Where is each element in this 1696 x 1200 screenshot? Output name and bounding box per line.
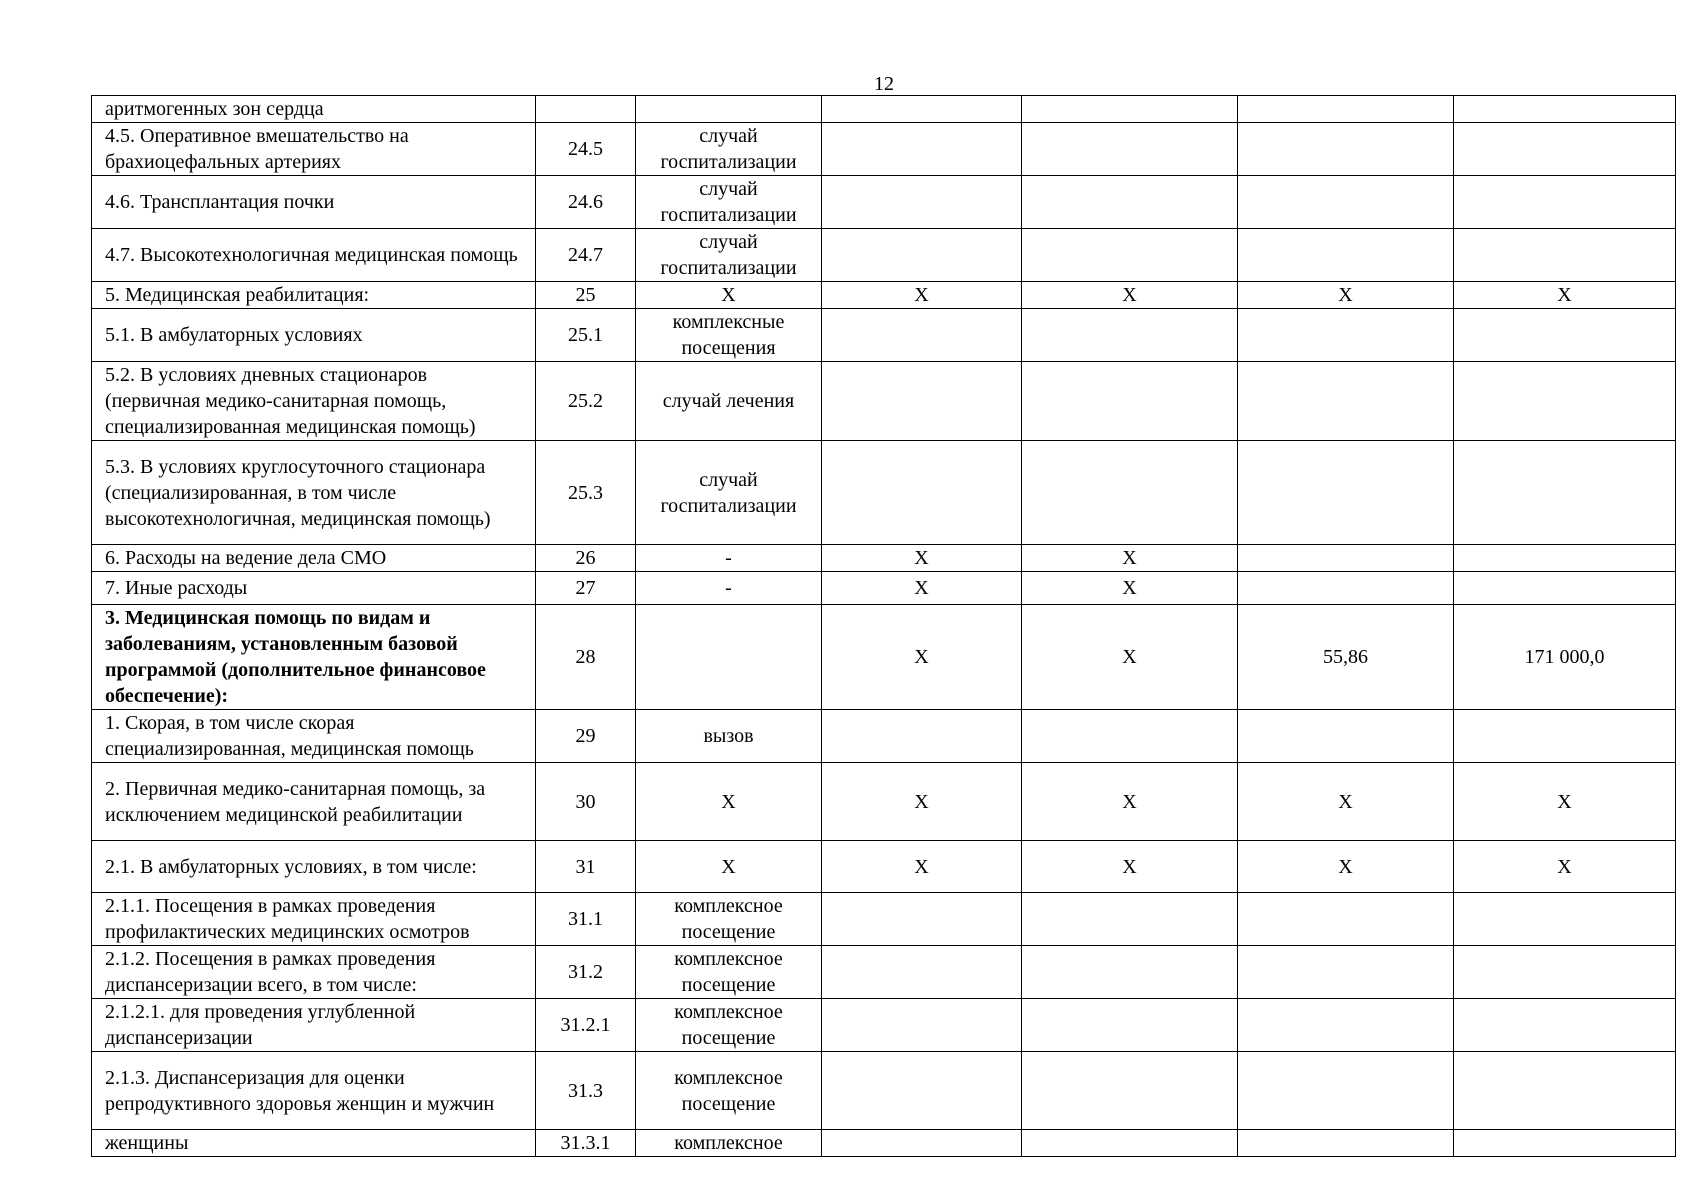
row-name-cell: 6. Расходы на ведение дела СМО bbox=[92, 545, 536, 572]
row-name-cell: 4.6. Трансплантация почки bbox=[92, 176, 536, 229]
row-value-cell-5: Х bbox=[1022, 605, 1238, 710]
row-unit-cell: случай госпитализации bbox=[636, 441, 822, 545]
page-number: 12 bbox=[874, 73, 894, 95]
row-name-cell: 2.1.2. Посещения в рамках проведения диспансеризации всего, в том числе: bbox=[92, 946, 536, 999]
row-name-cell: 2. Первичная медико-санитарная помощь, за исключением медицинской реабилитации bbox=[92, 763, 536, 841]
row-code-cell: 29 bbox=[536, 710, 636, 763]
row-value-cell-5 bbox=[1022, 710, 1238, 763]
row-unit-cell: комплексное bbox=[636, 1130, 822, 1157]
row-value-cell-4 bbox=[822, 1130, 1022, 1157]
row-value-cell-6 bbox=[1238, 441, 1454, 545]
row-value-cell-5 bbox=[1022, 176, 1238, 229]
row-name-cell: 2.1. В амбулаторных условиях, в том числе: bbox=[92, 841, 536, 893]
row-code-cell: 31.3 bbox=[536, 1052, 636, 1130]
row-code-cell: 24.7 bbox=[536, 229, 636, 282]
row-name-cell: 1. Скорая, в том числе скорая специализированная, медицинская помощь bbox=[92, 710, 536, 763]
row-value-cell-4: Х bbox=[822, 605, 1022, 710]
row-value-cell-7 bbox=[1454, 946, 1676, 999]
row-value-cell-7 bbox=[1454, 176, 1676, 229]
row-unit-cell: вызов bbox=[636, 710, 822, 763]
row-value-cell-6: 55,86 bbox=[1238, 605, 1454, 710]
row-code-cell: 27 bbox=[536, 572, 636, 605]
row-value-cell-5 bbox=[1022, 362, 1238, 441]
row-name-cell: 3. Медицинская помощь по видам и заболеваниям, установленным базовой программой (дополнительное финансовое обеспечение): bbox=[92, 605, 536, 710]
row-value-cell-7 bbox=[1454, 710, 1676, 763]
row-value-cell-7: Х bbox=[1454, 282, 1676, 309]
row-value-cell-7 bbox=[1454, 545, 1676, 572]
row-code-cell: 31 bbox=[536, 841, 636, 893]
table-row bbox=[92, 1052, 1676, 1130]
row-code-cell: 28 bbox=[536, 605, 636, 710]
row-value-cell-6 bbox=[1238, 309, 1454, 362]
row-value-cell-7 bbox=[1454, 893, 1676, 946]
table-row bbox=[92, 763, 1676, 841]
row-unit-cell: комплексное посещение bbox=[636, 999, 822, 1052]
row-value-cell-5 bbox=[1022, 96, 1238, 123]
row-value-cell-7 bbox=[1454, 441, 1676, 545]
row-value-cell-6 bbox=[1238, 710, 1454, 763]
row-code-cell: 25.2 bbox=[536, 362, 636, 441]
row-value-cell-4 bbox=[822, 999, 1022, 1052]
row-value-cell-6 bbox=[1238, 572, 1454, 605]
row-value-cell-5 bbox=[1022, 309, 1238, 362]
row-value-cell-4 bbox=[822, 362, 1022, 441]
row-name-cell: 5.2. В условиях дневных стационаров (первичная медико-санитарная помощь, специализированная медицинская помощь) bbox=[92, 362, 536, 441]
row-value-cell-4: Х bbox=[822, 282, 1022, 309]
row-value-cell-5: Х bbox=[1022, 763, 1238, 841]
row-code-cell: 31.3.1 bbox=[536, 1130, 636, 1157]
row-name-cell: аритмогенных зон сердца bbox=[92, 96, 536, 123]
row-value-cell-5 bbox=[1022, 999, 1238, 1052]
table-row bbox=[92, 96, 1676, 123]
row-unit-cell bbox=[636, 96, 822, 123]
table-row bbox=[92, 605, 1676, 710]
row-code-cell: 25.1 bbox=[536, 309, 636, 362]
row-value-cell-7 bbox=[1454, 229, 1676, 282]
row-value-cell-6 bbox=[1238, 545, 1454, 572]
table-row bbox=[92, 362, 1676, 441]
row-name-cell: 5. Медицинская реабилитация: bbox=[92, 282, 536, 309]
row-code-cell: 26 bbox=[536, 545, 636, 572]
row-value-cell-4 bbox=[822, 176, 1022, 229]
row-name-cell: женщины bbox=[92, 1130, 536, 1157]
row-value-cell-6 bbox=[1238, 229, 1454, 282]
row-value-cell-7 bbox=[1454, 1130, 1676, 1157]
table-row bbox=[92, 123, 1676, 176]
row-value-cell-5 bbox=[1022, 893, 1238, 946]
row-code-cell: 31.1 bbox=[536, 893, 636, 946]
row-value-cell-5: Х bbox=[1022, 572, 1238, 605]
row-unit-cell: случай госпитализации bbox=[636, 123, 822, 176]
table-row bbox=[92, 441, 1676, 545]
row-name-cell: 4.5. Оперативное вмешательство на брахиоцефальных артериях bbox=[92, 123, 536, 176]
row-name-cell: 2.1.3. Диспансеризация для оценки репродуктивного здоровья женщин и мужчин bbox=[92, 1052, 536, 1130]
row-name-cell: 2.1.2.1. для проведения углубленной диспансеризации bbox=[92, 999, 536, 1052]
row-value-cell-7: Х bbox=[1454, 841, 1676, 893]
row-value-cell-5: Х bbox=[1022, 545, 1238, 572]
table-row bbox=[92, 946, 1676, 999]
row-unit-cell: комплексное посещение bbox=[636, 893, 822, 946]
row-value-cell-6 bbox=[1238, 893, 1454, 946]
row-value-cell-4: Х bbox=[822, 763, 1022, 841]
row-code-cell: 31.2.1 bbox=[536, 999, 636, 1052]
row-value-cell-7 bbox=[1454, 123, 1676, 176]
row-name-cell: 5.3. В условиях круглосуточного стационара (специализированная, в том числе высокотехнологичная, медицинская помощь) bbox=[92, 441, 536, 545]
row-value-cell-4: Х bbox=[822, 841, 1022, 893]
row-value-cell-5: Х bbox=[1022, 841, 1238, 893]
table-row bbox=[92, 710, 1676, 763]
row-value-cell-5 bbox=[1022, 946, 1238, 999]
row-unit-cell: случай лечения bbox=[636, 362, 822, 441]
row-unit-cell: случай госпитализации bbox=[636, 229, 822, 282]
row-code-cell: 30 bbox=[536, 763, 636, 841]
row-value-cell-6: Х bbox=[1238, 841, 1454, 893]
row-value-cell-4 bbox=[822, 96, 1022, 123]
row-unit-cell: - bbox=[636, 545, 822, 572]
row-value-cell-6 bbox=[1238, 1052, 1454, 1130]
row-unit-cell: Х bbox=[636, 763, 822, 841]
row-value-cell-6 bbox=[1238, 96, 1454, 123]
row-name-cell: 2.1.1. Посещения в рамках проведения профилактических медицинских осмотров bbox=[92, 893, 536, 946]
row-name-cell: 7. Иные расходы bbox=[92, 572, 536, 605]
row-value-cell-5 bbox=[1022, 1052, 1238, 1130]
table-row bbox=[92, 893, 1676, 946]
table-row bbox=[92, 572, 1676, 605]
row-value-cell-5 bbox=[1022, 1130, 1238, 1157]
row-value-cell-6 bbox=[1238, 123, 1454, 176]
table-row bbox=[92, 999, 1676, 1052]
row-unit-cell: Х bbox=[636, 841, 822, 893]
table-row bbox=[92, 841, 1676, 893]
row-value-cell-6 bbox=[1238, 1130, 1454, 1157]
row-value-cell-4 bbox=[822, 229, 1022, 282]
row-value-cell-7 bbox=[1454, 1052, 1676, 1130]
row-value-cell-6 bbox=[1238, 946, 1454, 999]
row-code-cell: 31.2 bbox=[536, 946, 636, 999]
row-value-cell-6: Х bbox=[1238, 282, 1454, 309]
row-value-cell-5 bbox=[1022, 123, 1238, 176]
row-value-cell-7 bbox=[1454, 96, 1676, 123]
row-value-cell-7 bbox=[1454, 309, 1676, 362]
row-value-cell-4: Х bbox=[822, 572, 1022, 605]
row-code-cell: 25 bbox=[536, 282, 636, 309]
row-code-cell: 24.6 bbox=[536, 176, 636, 229]
table-row bbox=[92, 1130, 1676, 1157]
row-value-cell-7: Х bbox=[1454, 763, 1676, 841]
table-row bbox=[92, 176, 1676, 229]
row-value-cell-4 bbox=[822, 123, 1022, 176]
row-value-cell-6: Х bbox=[1238, 763, 1454, 841]
row-value-cell-5: Х bbox=[1022, 282, 1238, 309]
data-table bbox=[91, 95, 1676, 1157]
row-value-cell-6 bbox=[1238, 362, 1454, 441]
table-body bbox=[92, 96, 1676, 1157]
row-unit-cell: комплексное посещение bbox=[636, 1052, 822, 1130]
row-value-cell-4 bbox=[822, 946, 1022, 999]
row-code-cell: 24.5 bbox=[536, 123, 636, 176]
table-row bbox=[92, 309, 1676, 362]
row-value-cell-7 bbox=[1454, 572, 1676, 605]
row-value-cell-6 bbox=[1238, 176, 1454, 229]
row-value-cell-7: 171 000,0 bbox=[1454, 605, 1676, 710]
row-value-cell-4 bbox=[822, 441, 1022, 545]
row-unit-cell: комплексное посещение bbox=[636, 946, 822, 999]
row-unit-cell bbox=[636, 605, 822, 710]
row-value-cell-5 bbox=[1022, 229, 1238, 282]
row-code-cell bbox=[536, 96, 636, 123]
table-row bbox=[92, 282, 1676, 309]
row-value-cell-5 bbox=[1022, 441, 1238, 545]
row-value-cell-7 bbox=[1454, 362, 1676, 441]
row-unit-cell: случай госпитализации bbox=[636, 176, 822, 229]
row-value-cell-4 bbox=[822, 710, 1022, 763]
row-name-cell: 4.7. Высокотехнологичная медицинская помощь bbox=[92, 229, 536, 282]
row-unit-cell: комплексные посещения bbox=[636, 309, 822, 362]
row-value-cell-4: Х bbox=[822, 545, 1022, 572]
table-row bbox=[92, 229, 1676, 282]
row-unit-cell: - bbox=[636, 572, 822, 605]
row-unit-cell: Х bbox=[636, 282, 822, 309]
row-value-cell-4 bbox=[822, 309, 1022, 362]
table-row bbox=[92, 545, 1676, 572]
row-value-cell-7 bbox=[1454, 999, 1676, 1052]
row-name-cell: 5.1. В амбулаторных условиях bbox=[92, 309, 536, 362]
row-value-cell-4 bbox=[822, 1052, 1022, 1130]
row-value-cell-4 bbox=[822, 893, 1022, 946]
row-value-cell-6 bbox=[1238, 999, 1454, 1052]
row-code-cell: 25.3 bbox=[536, 441, 636, 545]
